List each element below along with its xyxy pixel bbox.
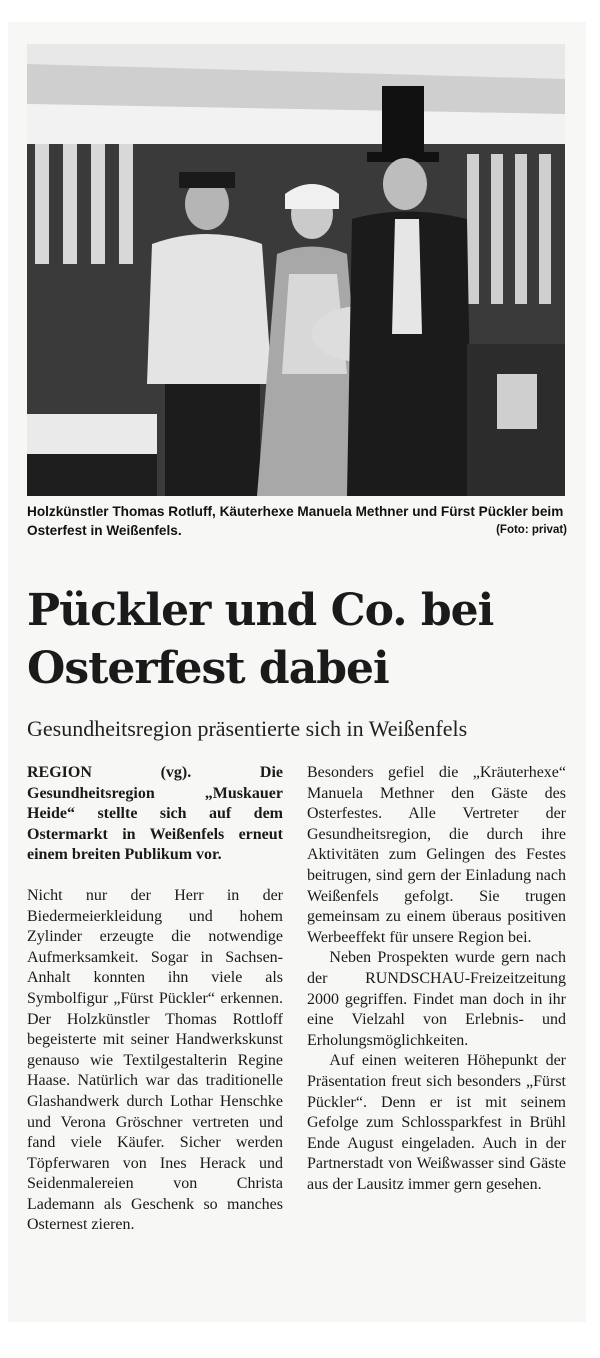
photo-icon bbox=[27, 44, 565, 496]
article-column-left bbox=[27, 763, 283, 1236]
photo-caption bbox=[27, 502, 567, 540]
photo-credit: (Foto: privat) bbox=[496, 524, 567, 536]
body-paragraph-1: Nicht nur der Herr in der Biedermeierkleidung und hohem Zylinder erzeugte die notwendige Aufmerksamkeit. Sogar in Sachsen-Anhalt konnten ihn viele als Symbolfigur „Fürst Pückler“ erkennen. Der Holzkünstler Thomas Rottloff begeisterte mit seiner Handwerkskunst genauso wie Textilgestalterin Regine Haase. Natürlich war das traditionelle Glashandwerk durch Lothar Henschke und Verona Gröschner vertreten und fand viele Käufer. Sicher werden Töpferwaren von Ines Herack und Seidenmalereien von Christa Lademann als Geschenk so manches Osternest zieren. bbox=[27, 886, 283, 1234]
headline: Pückler und Co. bei Osterfest dabei bbox=[27, 585, 494, 694]
body-paragraph-2: Besonders gefiel die „Kräuterhexe“ Manuela Methner den Gäste des Osterfestes. Alle Vertreter der Gesundheitsregion, die durch ihre Aktivitäten zum Gelingen des Festes beitrugen, sind gern der Einladung nach Weißenfels gefolgt. Sie trugen gemeinsam zu einem überaus positiven Werbeeffekt für unsere Region bei. bbox=[307, 764, 566, 946]
subheadline: Gesundheitsregion präsentierte sich in Weißenfels bbox=[27, 716, 468, 741]
lead-paragraph: REGION (vg). Die Gesundheitsregion „Muskauer Heide“ stellte sich auf dem Ostermarkt in Weißenfels erneut einem breiten Publikum vor. bbox=[27, 764, 283, 864]
article-column-right bbox=[307, 763, 566, 1195]
body-paragraph-4: Auf einen weiteren Höhepunkt der Präsentation freut sich besonders „Fürst Pückler“. Denn er ist mit seinem Gefolge zum Schlossparkfest in Brühl Ende August eingeladen. Auch in der Partnerstadt von Weißwasser sind Gäste aus der Lausitz immer gern gesehen. bbox=[307, 1052, 566, 1193]
caption-text: Holzkünstler Thomas Rotluff, Käuterhexe Manuela Methner und Fürst Pückler beim Osterfest in Weißenfels. bbox=[27, 504, 564, 538]
article-photo bbox=[27, 44, 565, 496]
body-paragraph-3: Neben Prospekten wurde gern nach der RUNDSCHAU-Freizeitzeitung 2000 gegriffen. Findet man doch in ihr eine Vielzahl von Erlebnis- und Erholungsmöglichkeiten. bbox=[307, 949, 566, 1049]
